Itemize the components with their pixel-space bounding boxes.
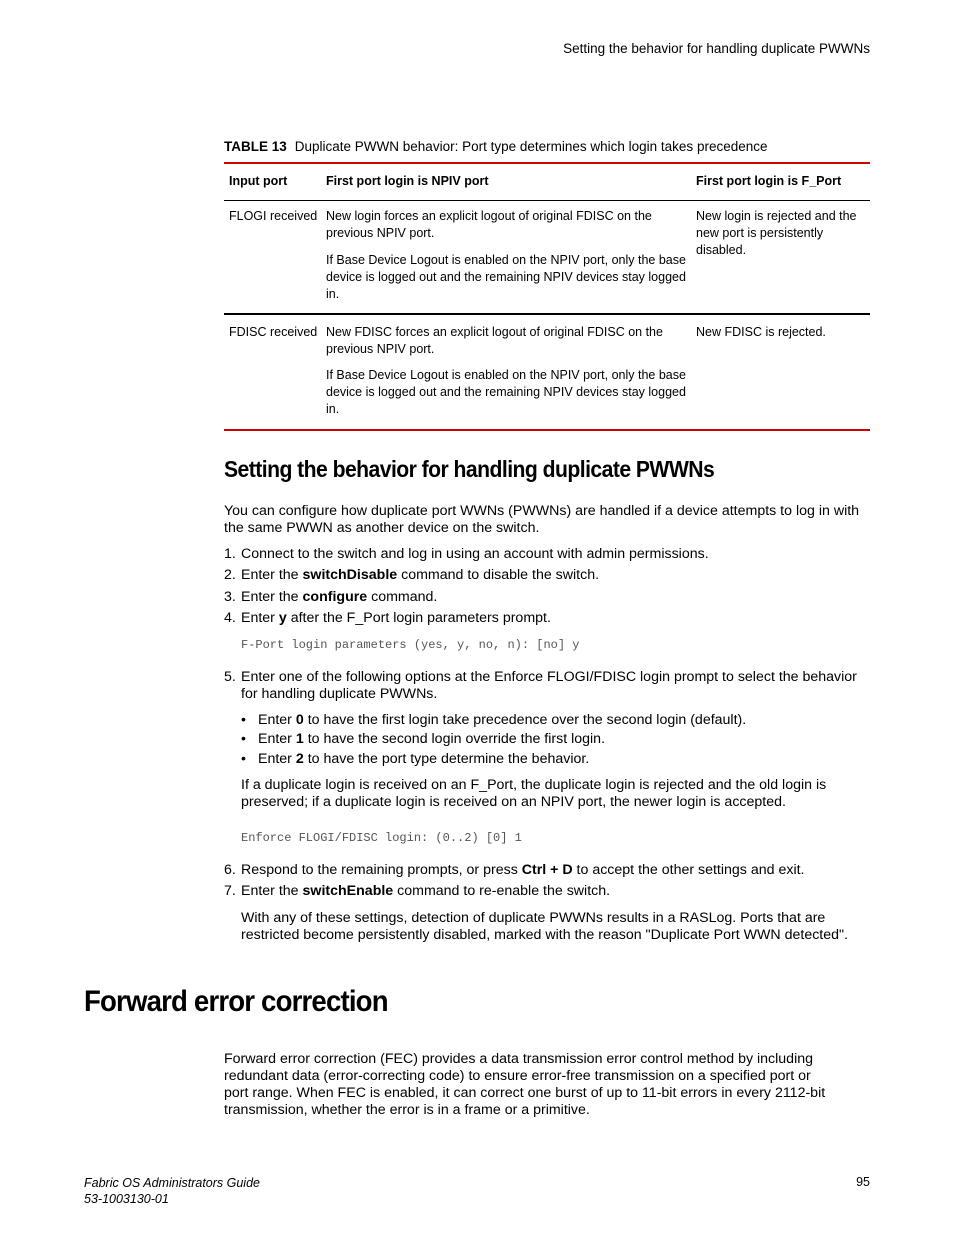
step-text: Enter one of the following options at the Enforce FLOGI/FDISC login prompt to select the behavior for handling duplicate PWWNs. <box>241 669 857 702</box>
step-text: Enter the switchDisable command to disable the switch. <box>241 567 600 583</box>
code-sample: F-Port login parameters (yes, y, no, n): [no] y <box>241 638 580 652</box>
footer-doc-number: 53-1003130-01 <box>84 1192 169 1206</box>
step-number: 5. <box>224 669 236 685</box>
table-label: TABLE 13 <box>224 139 287 154</box>
step-number: 2. <box>224 567 236 583</box>
running-head: Setting the behavior for handling duplicate PWWNs <box>563 41 870 56</box>
table-cell-input: FDISC received <box>229 325 318 339</box>
page-number: 95 <box>856 1175 870 1189</box>
step-number: 3. <box>224 589 236 605</box>
table-bottom-rule <box>224 429 870 431</box>
table-top-rule <box>224 162 870 164</box>
table-cell-npiv: New FDISC forces an explicit logout of original FDISC on the previous NPIV port. <box>326 325 663 356</box>
step-number: 4. <box>224 610 236 626</box>
step-number: 1. <box>224 546 236 562</box>
code-sample: Enforce FLOGI/FDISC login: (0..2) [0] 1 <box>241 831 522 845</box>
section-heading: Setting the behavior for handling duplicate PWWNs <box>224 456 715 482</box>
step-number: 7. <box>224 883 236 899</box>
step-text: Connect to the switch and log in using an account with admin permissions. <box>241 546 709 562</box>
table-header-input-port: Input port <box>229 174 288 188</box>
table-cell-npiv-note: If Base Device Logout is enabled on the NPIV port, only the base device is logged out and the remaining NPIV devices stay logged in. <box>326 253 686 301</box>
step-note: If a duplicate login is received on an F_Port, the duplicate login is rejected and the old login is preserved; if a duplicate login is received on an NPIV port, the newer login is accepted. <box>241 777 827 810</box>
table-header-npiv: First port login is NPIV port <box>326 174 489 188</box>
table-header-rule <box>224 200 870 201</box>
table-header-fport: First port login is F_Port <box>696 174 842 188</box>
step-text: Enter y after the F_Port login parameters prompt. <box>241 610 551 626</box>
step-text: Respond to the remaining prompts, or press Ctrl + D to accept the other settings and exit. <box>241 862 805 878</box>
step-number: 6. <box>224 862 236 878</box>
table-cell-npiv: New login forces an explicit logout of original FDISC on the previous NPIV port. <box>326 209 652 240</box>
table-cell-fport: New login is rejected and the new port is persistently disabled. <box>696 209 857 257</box>
step-text: Enter the configure command. <box>241 589 438 605</box>
chapter-heading: Forward error correction <box>84 985 388 1018</box>
table-cell-fport: New FDISC is rejected. <box>696 325 826 339</box>
table-caption-text: Duplicate PWWN behavior: Port type determines which login takes precedence <box>294 139 768 154</box>
chapter-body: Forward error correction (FEC) provides a data transmission error control method by including redundant data (error-correcting code) to ensure error-free transmission on a specified port or port range. When FEC is enabled, it can correct one burst of up to 11-bit errors in every 2112-bit transmission, whether the error is in a frame or a primitive. <box>224 1051 826 1118</box>
section-intro: You can configure how duplicate port WWNs (PWWNs) are handled if a device attempts to log in with the same PWWN as another device on the switch. <box>224 503 860 536</box>
step-text: Enter the switchEnable command to re-enable the switch. <box>241 883 611 899</box>
table-row-divider <box>224 313 870 315</box>
table-cell-input: FLOGI received <box>229 209 318 223</box>
table-cell-npiv-note: If Base Device Logout is enabled on the NPIV port, only the base device is logged out and the remaining NPIV devices stay logged in. <box>326 368 686 416</box>
footer-guide-title: Fabric OS Administrators Guide <box>84 1176 260 1190</box>
table-caption <box>224 139 768 154</box>
step-note: With any of these settings, detection of duplicate PWWNs results in a RASLog. Ports that are restricted become persistently disabled, marked with the reason "Duplicate Port WWN detected". <box>241 910 849 943</box>
